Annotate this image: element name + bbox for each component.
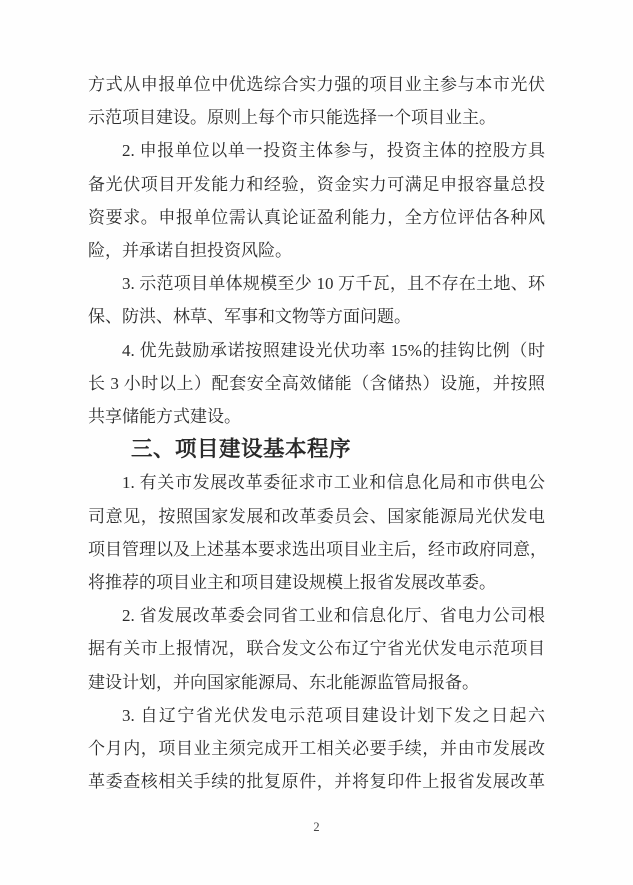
text-line: 革委查核相关手续的批复原件，并将复印件上报省发展改革 bbox=[88, 772, 545, 792]
text-line: 保、防洪、林草、军事和文物等方面问题。 bbox=[88, 307, 411, 327]
text-line: 示范项目建设。原则上每个市只能选择一个项目业主。 bbox=[88, 108, 496, 128]
paragraph bbox=[88, 68, 545, 134]
text-line: 个月内，项目业主须完成开工相关必要手续，并由市发展改 bbox=[88, 739, 545, 759]
text-line: 长 3 小时以上）配套安全高效储能（含储热）设施，并按照 bbox=[88, 373, 545, 393]
paragraph bbox=[88, 599, 545, 699]
text-line: 2. 申报单位以单一投资主体参与，投资主体的控股方具 bbox=[122, 141, 545, 161]
paragraph bbox=[88, 334, 545, 434]
section-heading bbox=[88, 433, 545, 466]
heading-line: 三、项目建设基本程序 bbox=[131, 437, 352, 462]
text-line: 项目管理以及上述基本要求选出项目业主后，经市政府同意， bbox=[88, 539, 547, 559]
text-line: 1. 有关市发展改革委征求市工业和信息化局和市供电公 bbox=[122, 473, 545, 493]
text-line: 3. 自辽宁省光伏发电示范项目建设计划下发之日起六 bbox=[122, 705, 545, 725]
text-line: 险，并承诺自担投资风险。 bbox=[88, 241, 292, 261]
text-line: 据有关市上报情况，联合发文公布辽宁省光伏发电示范项目 bbox=[88, 639, 545, 659]
paragraph bbox=[88, 699, 545, 799]
text-line: 2. 省发展改革委会同省工业和信息化厅、省电力公司根 bbox=[122, 606, 545, 626]
text-line: 4. 优先鼓励承诺按照建设光伏功率 15%的挂钩比例（时 bbox=[122, 340, 545, 360]
text-line: 建设计划，并向国家能源局、东北能源监管局报备。 bbox=[88, 672, 479, 692]
text-line: 3. 示范项目单体规模至少 10 万千瓦，且不存在土地、环 bbox=[122, 274, 545, 294]
paragraph bbox=[88, 466, 545, 599]
paragraph bbox=[88, 267, 545, 333]
text-line: 共享储能方式建设。 bbox=[88, 407, 241, 427]
text-line: 方式从申报单位中优选综合实力强的项目业主参与本市光伏 bbox=[88, 75, 545, 94]
document-body bbox=[88, 68, 545, 798]
text-line: 将推荐的项目业主和项目建设规模上报省发展改革委。 bbox=[88, 573, 496, 593]
page-number: 2 bbox=[313, 820, 320, 834]
paragraph bbox=[88, 134, 545, 267]
text-line: 资要求。申报单位需认真论证盈利能力，全方位评估各种风 bbox=[88, 207, 545, 227]
text-line: 备光伏项目开发能力和经验，资金实力可满足申报容量总投 bbox=[88, 174, 545, 194]
text-line: 司意见，按照国家发展和改革委员会、国家能源局光伏发电 bbox=[88, 506, 545, 526]
